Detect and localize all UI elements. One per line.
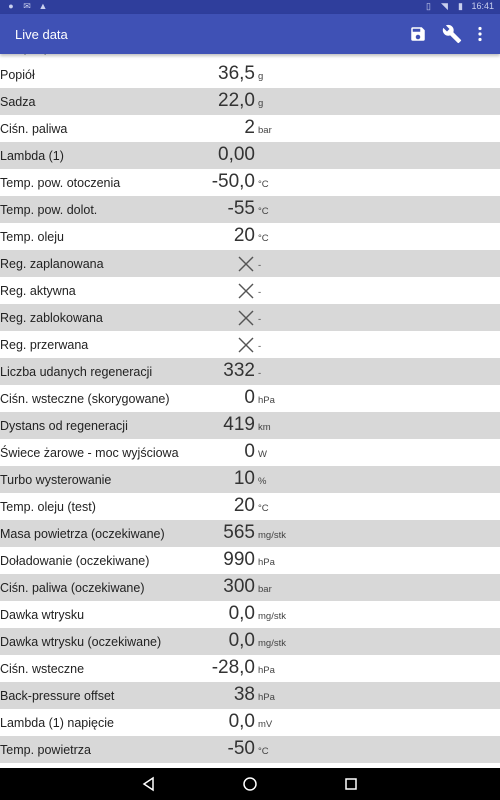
parameter-name: Turbo wysterowanie: [0, 473, 112, 487]
parameter-name: Ciśn. paliwa: [0, 122, 68, 136]
cross-icon: [237, 309, 255, 327]
recents-button[interactable]: [343, 776, 359, 792]
list-item: [0, 331, 500, 358]
sim-icon: ▯: [425, 1, 431, 11]
parameter-name: Sadza: [0, 95, 36, 109]
list-item: [0, 709, 500, 736]
parameter-value: -50,0: [211, 171, 255, 192]
parameter-unit: W: [258, 449, 267, 460]
parameter-name: Masa powietrza (oczekiwane): [0, 527, 165, 541]
parameter-name: Ciśn. wsteczne (skorygowane): [0, 392, 170, 406]
list-item: [0, 682, 500, 709]
app-bar: [0, 14, 500, 54]
parameter-value: 0,00: [218, 144, 255, 165]
parameter-value: 0: [244, 441, 255, 462]
parameter-name: Reg. zablokowana: [0, 311, 103, 325]
parameter-unit: °C: [258, 233, 269, 244]
status-bar: [0, 0, 500, 14]
parameter-value: 0,0: [228, 603, 255, 624]
parameter-unit: hPa: [258, 395, 275, 406]
parameter-name: Temp. pow. otoczenia: [0, 176, 121, 190]
parameter-value: 300: [223, 576, 255, 597]
parameter-unit: %: [258, 476, 267, 487]
mail-icon: ✉: [23, 1, 31, 11]
back-icon: [141, 776, 157, 792]
list-item: [0, 547, 500, 574]
parameter-unit: -: [258, 287, 262, 298]
status-time: 16:41: [471, 1, 494, 11]
parameter-value: 990: [223, 549, 255, 570]
parameter-name: Lambda (1) napięcie: [0, 716, 114, 730]
parameter-value: 2: [244, 117, 255, 138]
list-item: [0, 412, 500, 439]
list-item: [0, 358, 500, 385]
parameter-unit: bar: [258, 584, 272, 595]
parameter-unit: hPa: [258, 692, 275, 703]
parameter-value: 0,0: [228, 711, 255, 732]
parameter-unit: mV: [258, 719, 273, 730]
parameter-name: Back-pressure offset: [0, 689, 115, 703]
parameter-unit: mg/stk: [258, 638, 286, 649]
list-item: [0, 574, 500, 601]
list-item: [0, 736, 500, 763]
parameter-name: Temp. pow. dolot.: [0, 203, 98, 217]
parameter-value: 22,0: [218, 90, 255, 111]
list-item: [0, 250, 500, 277]
parameter-unit: mg/stk: [258, 530, 286, 541]
parameter-unit: bar: [258, 125, 272, 136]
home-icon: [242, 776, 258, 792]
parameter-unit: °C: [258, 503, 269, 514]
parameter-value: 0,0: [228, 630, 255, 651]
parameter-value: 38: [233, 684, 255, 705]
list-item: [0, 628, 500, 655]
parameter-unit: °C: [258, 206, 269, 217]
list-item: [0, 493, 500, 520]
parameter-unit: g: [258, 98, 264, 109]
parameter-name: Reg. zaplanowana: [0, 257, 104, 271]
parameter-name: Ciśn. wsteczne: [0, 662, 85, 676]
list-item: [0, 196, 500, 223]
parameter-unit: hPa: [258, 557, 275, 568]
parameter-value: 36,5: [218, 63, 255, 84]
wrench-icon: [442, 24, 462, 44]
parameter-value: 10: [233, 468, 255, 489]
parameter-value: 0: [244, 387, 255, 408]
parameter-name: Temp. oleju (test): [0, 500, 96, 514]
list-item: [0, 61, 500, 88]
cross-icon: [237, 336, 255, 354]
parameter-value: -50: [227, 738, 255, 759]
parameter-value: 419: [223, 414, 255, 435]
list-item: [0, 466, 500, 493]
list-item: [0, 385, 500, 412]
save-button[interactable]: [406, 22, 430, 46]
more-vert-icon: [477, 26, 483, 42]
list-item: [0, 277, 500, 304]
parameter-unit: -: [258, 341, 262, 352]
parameter-unit: -: [258, 368, 262, 379]
page-title: Live data: [15, 27, 68, 42]
parameter-name: Dystans od regeneracji: [0, 419, 128, 433]
parameter-unit: km: [258, 422, 271, 433]
navigation-bar: [0, 768, 500, 800]
parameter-name: Liczba udanych regeneracji: [0, 365, 153, 379]
list-item: [0, 439, 500, 466]
parameter-value: 20: [233, 495, 255, 516]
parameter-name: Ciśn. paliwa (oczekiwane): [0, 581, 145, 595]
list-item: [0, 115, 500, 142]
notification-icon: ●: [8, 1, 14, 11]
parameter-value: 332: [223, 360, 255, 381]
settings-button[interactable]: [440, 22, 464, 46]
warning-icon: ▲: [38, 1, 48, 11]
back-button[interactable]: [141, 776, 157, 792]
status-left: [6, 1, 48, 11]
more-options-button[interactable]: [470, 22, 490, 46]
battery-icon: ▮: [457, 1, 463, 11]
parameter-value: 565: [223, 522, 255, 543]
parameter-unit: mg/stk: [258, 611, 286, 622]
list-item: [0, 655, 500, 682]
parameter-unit: °C: [258, 179, 269, 190]
home-button[interactable]: [242, 776, 258, 792]
live-data-list-inner: [0, 34, 500, 763]
wifi-icon: ◥: [441, 1, 448, 11]
list-item: [0, 520, 500, 547]
parameter-name: Lambda (1): [0, 149, 64, 163]
parameter-name: Świece żarowe - moc wyjściowa: [0, 446, 179, 460]
parameter-name: Doładowanie (oczekiwane): [0, 554, 150, 568]
cross-icon: [237, 255, 255, 273]
parameter-unit: °C: [258, 746, 269, 757]
parameter-value: 20: [233, 225, 255, 246]
parameter-value: -55: [227, 198, 255, 219]
parameter-unit: -: [258, 260, 262, 271]
list-item: [0, 142, 500, 169]
parameter-name: Temp. oleju: [0, 230, 64, 244]
list-item: [0, 601, 500, 628]
parameter-unit: hPa: [258, 665, 275, 676]
list-item: [0, 304, 500, 331]
list-item: [0, 88, 500, 115]
parameter-name: Dawka wtrysku: [0, 608, 85, 622]
parameter-name: Popiół: [0, 68, 35, 82]
status-right: [423, 1, 494, 11]
cross-icon: [237, 282, 255, 300]
parameter-name: Temp. powietrza: [0, 743, 92, 757]
recents-icon: [343, 776, 359, 792]
parameter-name: Dawka wtrysku (oczekiwane): [0, 635, 162, 649]
list-item: [0, 169, 500, 196]
save-icon: [409, 25, 427, 43]
parameter-unit: -: [258, 314, 262, 325]
parameter-unit: g: [258, 71, 264, 82]
parameter-name: Reg. aktywna: [0, 284, 76, 298]
list-item: [0, 223, 500, 250]
parameter-value: -28,0: [211, 657, 255, 678]
parameter-name: Reg. przerwana: [0, 338, 89, 352]
live-data-list[interactable]: [0, 54, 500, 768]
